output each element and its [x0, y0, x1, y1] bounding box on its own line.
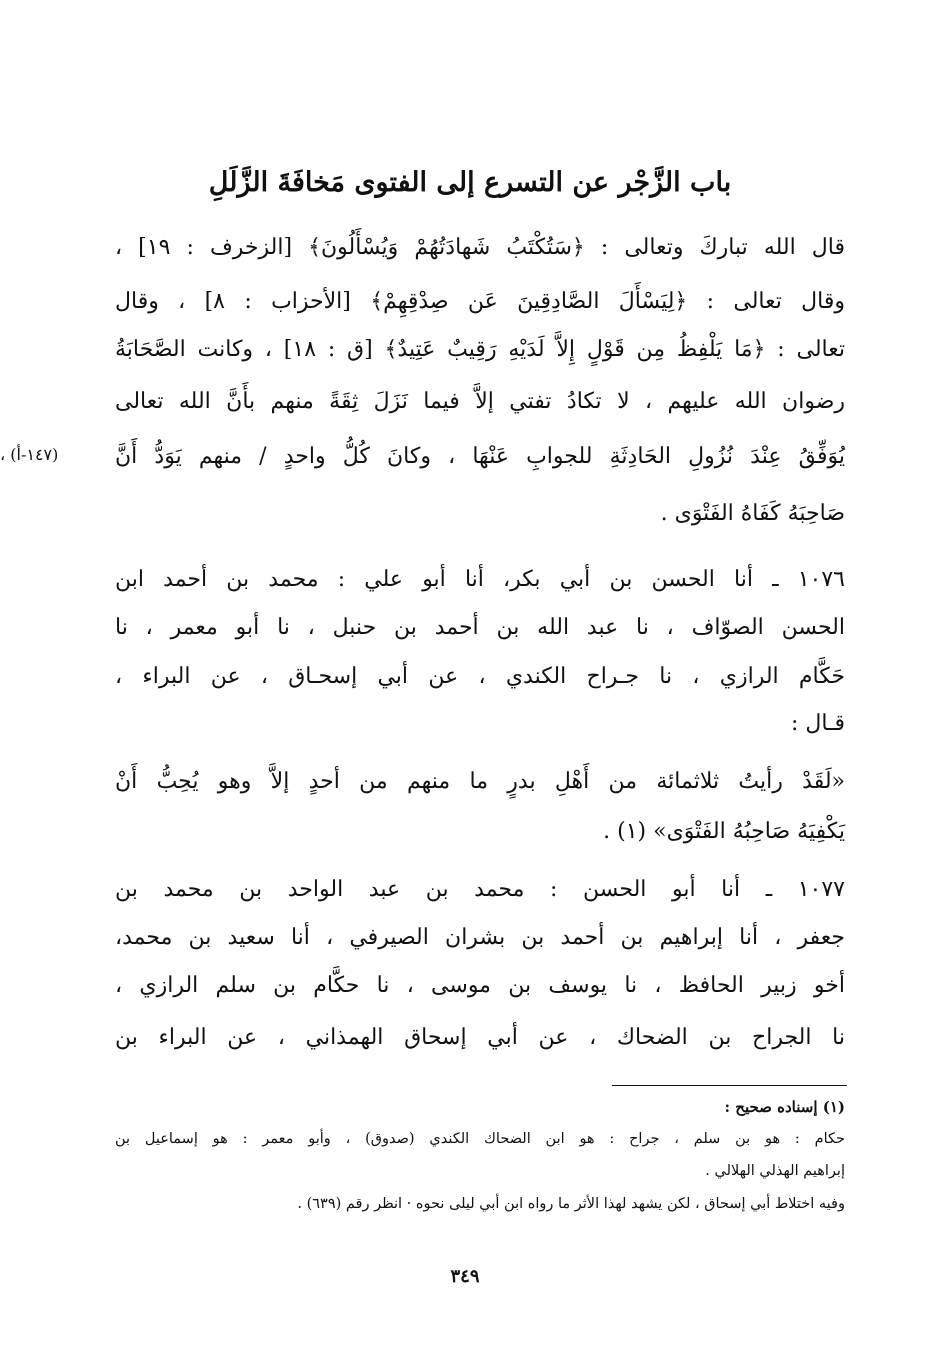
quote-line-2: يَكْفِيَهُ صَاحِبُهُ الفَتْوَى» (١) . [603, 819, 845, 844]
intro-line-6: صَاحِبَهُ كَفَاهُ الفَتْوَى . [660, 501, 845, 526]
footnote-heading: (١) إسناده صحيح : [724, 1098, 845, 1116]
hadith-1076-line-3: حَكَّام الرازي ، نا جـراح الكندي ، عن أبي إسحـاق ، عن البراء ، [115, 664, 845, 689]
quote-line-1: «لَقَدْ رأيتُ ثلاثمائة من أَهْلِ بدرٍ ما منهم من أحدٍ إلاَّ وهو يُحِبُّ أَنْ [115, 769, 845, 794]
intro-line-5: يُوَفِّقُ عِنْدَ نُزُولِ الحَادِثَةِ للجوابِ عَنْهَا ، وكانَ كُلُّ واحدٍ / منهم يَوَدُّ أَنَّ [115, 444, 845, 469]
footnote-separator [612, 1085, 847, 1086]
hadith-1077-line-3: أخو زبير الحافظ ، نا يوسف بن موسى ، نا حكَّام بن سلم الرازي ، [115, 973, 845, 998]
intro-line-4: رضوان الله عليهم ، لا تكادُ تفتي إلاَّ فيما نَزَلَ ثِقَةً منهم بأَنَّ الله تعالى [115, 389, 845, 414]
hadith-1077-line-4: نا الجراح بن الضحاك ، عن أبي إسحاق الهمذاني ، عن البراء بن [115, 1025, 845, 1050]
intro-line-2: وقال تعالى : ﴿لِيَسْأَلَ الصَّادِقِينَ عَن صِدْقِهِمْ﴾ [الأحزاب : ٨] ، وقال [115, 289, 845, 314]
footnote-line-1: حكام : هو بن سلم ، جراح : هو ابن الضحاك الكندي (صدوق) ، وأبو معمر : هو إسماعيل بن [115, 1131, 845, 1147]
manuscript-folio-note: (١٤٧-أ) ، [0, 445, 59, 464]
chapter-title: باب الزَّجْر عن التسرع إلى الفتوى مَخافَةَ الزَّلَلِ [208, 167, 732, 198]
page-number: ٣٤٩ [450, 1266, 480, 1287]
hadith-1077-line-1: ١٠٧٧ ـ أنا أبو الحسن : محمد بن عبد الواحد بن محمد بن [115, 877, 845, 902]
hadith-1076-line-2: الحسن الصوّاف ، نا عبد الله بن أحمد بن حنبل ، نا أبو معمر ، نا [115, 615, 845, 640]
footnote-line-3: وفيه اختلاط أبي إسحاق ، لكن يشهد لهذا الأثر ما رواه ابن أبي ليلى نحوه · انظر رقم (٦٣٩) . [297, 1196, 845, 1212]
hadith-1076-line-1: ١٠٧٦ ـ أنا الحسن بن أبي بكر، أنا أبو علي : محمد بن أحمد ابن [115, 567, 845, 592]
intro-line-1: قال الله تباركَ وتعالى : ﴿سَتُكْتَبُ شَهادَتُهُمْ وَيُسْأَلُونَ﴾ [الزخرف : ١٩] ، [115, 235, 845, 260]
intro-line-3: تعالى : ﴿مَا يَلْفِظُ مِن قَوْلٍ إِلاَّ لَدَيْهِ رَقِيبٌ عَتِيدٌ﴾ [ق : ١٨] ، وكانت الصَّحَابَةُ [115, 337, 845, 362]
footnote-line-2: إبراهيم الهذلي الهلالي . [705, 1163, 845, 1179]
hadith-1077-line-2: جعفر ، أنا إبراهيم بن أحمد بن بشران الصيرفي ، أنا سعيد بن محمد، [115, 925, 845, 950]
hadith-1076-line-4: قـال : [790, 711, 845, 736]
